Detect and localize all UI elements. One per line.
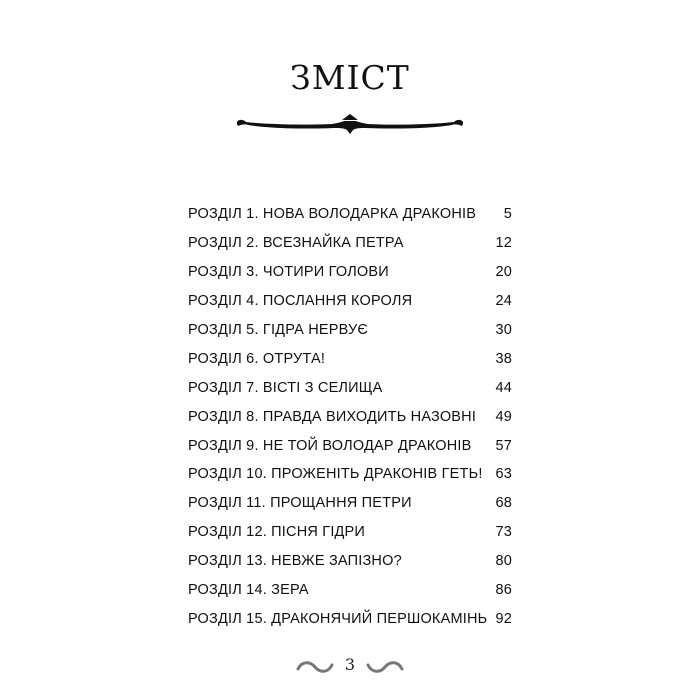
chapter-title: РОЗДІЛ 11. ПРОЩАННЯ ПЕТРИ bbox=[188, 495, 412, 512]
chapter-page: 38 bbox=[495, 350, 512, 367]
chapter-title: РОЗДІЛ 5. ГІДРА НЕРВУЄ bbox=[188, 322, 369, 338]
toc-row[interactable] bbox=[188, 402, 512, 431]
chapter-page: 12 bbox=[495, 235, 512, 252]
toc-row[interactable] bbox=[188, 287, 512, 316]
toc-row[interactable] bbox=[188, 460, 512, 489]
chapter-page: 80 bbox=[495, 553, 512, 570]
toc-row[interactable] bbox=[188, 576, 512, 605]
swirl-icon bbox=[296, 659, 334, 675]
toc-row[interactable] bbox=[188, 431, 512, 460]
toc-row[interactable] bbox=[188, 200, 512, 229]
toc-row[interactable] bbox=[188, 316, 512, 345]
chapter-page: 5 bbox=[503, 206, 512, 223]
chapter-page: 24 bbox=[495, 293, 512, 310]
toc-row[interactable] bbox=[188, 604, 512, 633]
toc-row[interactable] bbox=[188, 518, 512, 547]
chapter-title: РОЗДІЛ 9. НЕ ТОЙ ВОЛОДАР ДРАКОНІВ bbox=[188, 437, 472, 454]
chapter-title: РОЗДІЛ 2. ВСЕЗНАЙКА ПЕТРА bbox=[188, 235, 404, 252]
chapter-title: РОЗДІЛ 13. НЕВЖЕ ЗАПІЗНО? bbox=[188, 553, 402, 570]
chapter-page: 20 bbox=[495, 264, 512, 281]
swirl-icon bbox=[366, 659, 404, 675]
ornamental-divider-icon bbox=[232, 108, 468, 138]
chapter-title: РОЗДІЛ 8. ПРАВДА ВИХОДИТЬ НАЗОВНІ bbox=[188, 408, 477, 425]
chapter-page: 57 bbox=[495, 437, 512, 454]
chapter-title: РОЗДІЛ 14. ЗЕРА bbox=[188, 582, 309, 599]
chapter-title: РОЗДІЛ 10. ПРОЖЕНІТЬ ДРАКОНІВ ГЕТЬ! bbox=[188, 466, 483, 483]
chapter-page: 49 bbox=[495, 408, 512, 425]
chapter-title: РОЗДІЛ 3. ЧОТИРИ ГОЛОВИ bbox=[188, 264, 389, 281]
toc-row[interactable] bbox=[188, 229, 512, 258]
chapter-page: 92 bbox=[495, 610, 512, 627]
toc-row[interactable] bbox=[188, 373, 512, 402]
page-number: 3 bbox=[344, 655, 356, 674]
chapter-title: РОЗДІЛ 4. ПОСЛАННЯ КОРОЛЯ bbox=[188, 293, 413, 310]
chapter-title: РОЗДІЛ 12. ПІСНЯ ГІДРИ bbox=[188, 524, 366, 541]
chapter-title: РОЗДІЛ 6. ОТРУТА! bbox=[188, 350, 326, 367]
page-title: ЗМІСТ bbox=[290, 58, 410, 97]
chapter-title: РОЗДІЛ 7. ВІСТІ З СЕЛИЩА bbox=[188, 379, 383, 396]
toc-row[interactable] bbox=[188, 547, 512, 576]
page-footer bbox=[0, 655, 700, 679]
chapter-page: 68 bbox=[495, 495, 512, 512]
chapter-page: 63 bbox=[495, 466, 512, 483]
chapter-page: 44 bbox=[495, 379, 512, 396]
table-of-contents bbox=[188, 200, 512, 633]
chapter-page: 30 bbox=[495, 322, 512, 338]
toc-row[interactable] bbox=[188, 258, 512, 287]
toc-row[interactable] bbox=[188, 489, 512, 518]
chapter-title: РОЗДІЛ 15. ДРАКОНЯЧИЙ ПЕРШОКАМІНЬ bbox=[188, 610, 488, 627]
chapter-page: 73 bbox=[495, 524, 512, 541]
toc-row[interactable] bbox=[188, 344, 512, 373]
chapter-title: РОЗДІЛ 1. НОВА ВОЛОДАРКА ДРАКОНІВ bbox=[188, 206, 477, 223]
chapter-page: 86 bbox=[495, 582, 512, 599]
